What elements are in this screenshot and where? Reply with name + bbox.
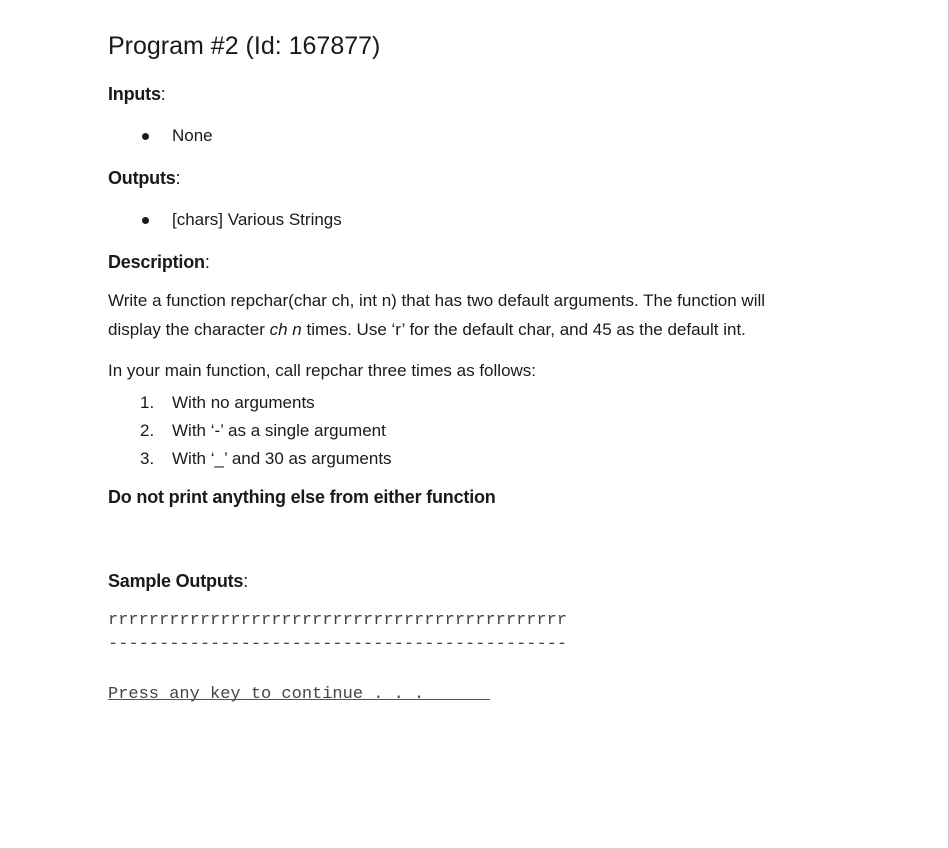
warning-text: Do not print anything else from either function (108, 487, 496, 507)
description-line-2-start: display the character (108, 320, 270, 339)
description-line-2-end: times. Use ‘r’ for the default char, and 45 as the default int. (301, 320, 746, 339)
list-item (108, 389, 908, 417)
step-text: With ‘-’ as a single argument (172, 421, 386, 440)
description-paragraph (108, 286, 908, 344)
bullet-icon (142, 133, 149, 140)
outputs-heading-colon: : (175, 168, 181, 188)
inputs-heading-text: Inputs (108, 84, 161, 104)
list-item (108, 208, 908, 232)
sample-output-underscore-line (108, 699, 490, 700)
list-item (108, 445, 908, 473)
description-var-ch: ch (269, 320, 288, 339)
step-text: With no arguments (172, 393, 315, 412)
page-title: Program #2 (Id: 167877) (108, 32, 381, 60)
sample-output-dash-line: --------------------------------------------- (108, 635, 568, 654)
step-number: 3. (140, 449, 155, 468)
outputs-list (108, 208, 908, 232)
list-item (108, 124, 908, 148)
inputs-list (108, 124, 908, 148)
step-number: 1. (140, 393, 155, 412)
description-line-1: Write a function repchar(char ch, int n) that has two default arguments. The function will (108, 291, 766, 310)
description-heading-text: Description (108, 252, 205, 272)
inputs-heading-colon: : (160, 84, 166, 104)
outputs-heading-text: Outputs (108, 168, 176, 188)
outputs-heading (108, 166, 908, 190)
list-item (108, 417, 908, 445)
list-item-text: [chars] Various Strings (172, 210, 342, 229)
description-heading (108, 250, 908, 274)
description-var-n: n (292, 320, 302, 339)
main-function-paragraph: In your main function, call repchar three times as follows: (108, 361, 537, 380)
list-item-text: None (172, 126, 213, 145)
steps-list (108, 389, 908, 473)
description-heading-colon: : (204, 252, 210, 272)
sample-output-r-line: rrrrrrrrrrrrrrrrrrrrrrrrrrrrrrrrrrrrrrrrrrrrr (108, 611, 568, 630)
sample-outputs-heading (108, 569, 908, 593)
step-text: With ‘_’ and 30 as arguments (172, 449, 392, 468)
bullet-icon (142, 217, 149, 224)
step-number: 2. (140, 421, 155, 440)
inputs-heading (108, 82, 908, 106)
sample-outputs-heading-text: Sample Outputs (108, 571, 244, 591)
sample-outputs-heading-colon: : (243, 571, 249, 591)
sample-output-press-line: Press any key to continue . . . (108, 685, 425, 704)
document-content (108, 26, 908, 707)
